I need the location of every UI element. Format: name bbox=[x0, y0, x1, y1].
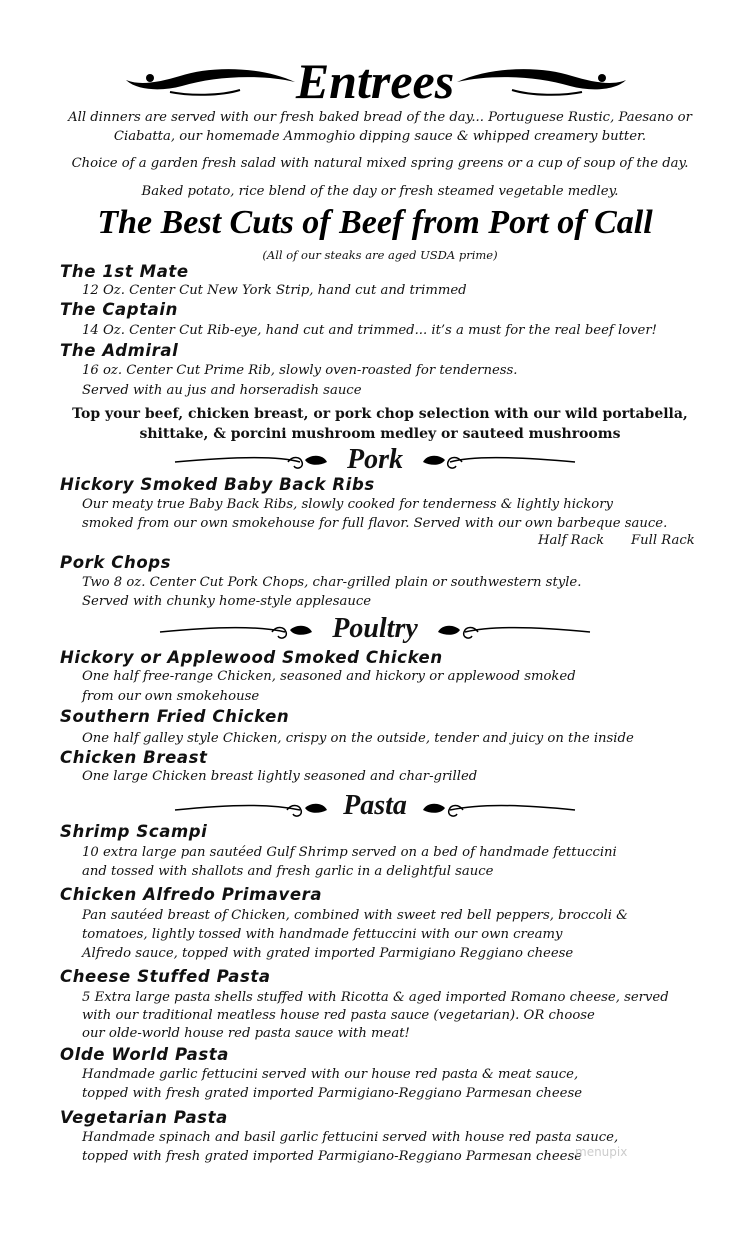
menu-item-captain: The Captain bbox=[60, 300, 179, 319]
menu-item-desc: Alfredo sauce, topped with grated imported Parmigiano Reggiano cheese bbox=[82, 946, 574, 961]
menu-item-smoked-chicken: Hickory or Applewood Smoked Chicken bbox=[60, 648, 443, 667]
menu-item-admiral: The Admiral bbox=[60, 341, 179, 360]
poultry-section-title: Poultry bbox=[332, 613, 418, 644]
menu-item-desc: with our traditional meatless house red pasta sauce (vegetarian). OR choose bbox=[82, 1008, 595, 1023]
page-title: Entrees bbox=[295, 53, 455, 109]
pork-section-title: Pork bbox=[347, 444, 403, 475]
menu-item-olde-world-pasta: Olde World Pasta bbox=[60, 1045, 230, 1064]
menu-item-desc: 16 oz. Center Cut Prime Rib, slowly oven-roasted for tenderness. bbox=[82, 363, 518, 378]
menu-item-desc: 14 Oz. Center Cut Rib-eye, hand cut and trimmed... it’s a must for the real beef lover! bbox=[82, 323, 657, 338]
menu-item-desc: topped with fresh grated imported Parmigiano-Reggiano Parmesan cheese bbox=[82, 1086, 583, 1101]
intro-bread: All dinners are served with our fresh baked bread of the day... Portuguese Rustic, Paesano or Ciabatta, our homemade Ammoghio dipping sauce & whipped creamery butter. bbox=[68, 110, 692, 144]
menu-item-desc: Handmade garlic fettucini served with our house red pasta & meat sauce, bbox=[82, 1067, 579, 1082]
menu-item-desc: topped with fresh grated imported Parmigiano-Reggiano Parmesan cheese bbox=[82, 1149, 583, 1164]
topping-note-line-1: Top your beef, chicken breast, or pork chop selection with our wild portabella, bbox=[72, 406, 688, 422]
menu-item-desc: 12 Oz. Center Cut New York Strip, hand cut and trimmed bbox=[82, 283, 467, 298]
menu-item-desc: smoked from our own smokehouse for full flavor. Served with our own barbeque sauce. bbox=[82, 516, 668, 531]
menu-item-1st-mate: The 1st Mate bbox=[60, 262, 189, 281]
beef-note: (All of our steaks are aged USDA prime) bbox=[262, 248, 498, 262]
pasta-section-title: Pasta bbox=[343, 790, 407, 821]
menu-item-pork-chops: Pork Chops bbox=[60, 553, 172, 572]
menu-item-desc: 10 extra large pan sautéed Gulf Shrimp served on a bed of handmade fettuccini bbox=[82, 845, 617, 860]
menu-item-desc: One half galley style Chicken, crispy on the outside, tender and juicy on the inside bbox=[82, 731, 634, 746]
menu-item-desc: from our own smokehouse bbox=[82, 689, 260, 704]
menu-item-shrimp-scampi: Shrimp Scampi bbox=[60, 822, 208, 841]
intro-sides: Baked potato, rice blend of the day or fresh steamed vegetable medley. bbox=[141, 184, 619, 199]
menu-item-desc: One large Chicken breast lightly seasoned and char-grilled bbox=[82, 769, 478, 784]
menu-item-desc: Served with au jus and horseradish sauce bbox=[82, 383, 362, 398]
menu-item-cheese-stuffed-pasta: Cheese Stuffed Pasta bbox=[60, 967, 271, 986]
menu-item-desc: Pan sautéed breast of Chicken, combined with sweet red bell peppers, broccoli & bbox=[82, 908, 628, 923]
menu-item-chicken-alfredo: Chicken Alfredo Primavera bbox=[60, 885, 323, 904]
menu-item-chicken-breast: Chicken Breast bbox=[60, 748, 208, 767]
menu-item-desc: our olde-world house red pasta sauce with meat! bbox=[82, 1026, 410, 1041]
menu-item-fried-chicken: Southern Fried Chicken bbox=[60, 707, 290, 726]
menu-item-desc: 5 Extra large pasta shells stuffed with Ricotta & aged imported Romano cheese, served bbox=[82, 990, 669, 1005]
menu-item-desc: One half free-range Chicken, seasoned and hickory or applewood smoked bbox=[82, 669, 576, 684]
price-label-full-rack: Full Rack bbox=[631, 533, 695, 548]
menu-item-desc: Two 8 oz. Center Cut Pork Chops, char-grilled plain or southwestern style. bbox=[82, 575, 582, 590]
watermark: menupix bbox=[575, 1145, 628, 1159]
menu-item-desc: tomatoes, lightly tossed with handmade fettuccini with our own creamy bbox=[82, 927, 563, 942]
menu-item-desc: Served with chunky home-style applesauce bbox=[82, 594, 372, 609]
topping-note-line-2: shittake, & porcini mushroom medley or sauteed mushrooms bbox=[139, 426, 621, 442]
beef-section-title: The Best Cuts of Beef from Port of Call bbox=[97, 204, 653, 241]
menu-item-desc: Our meaty true Baby Back Ribs, slowly cooked for tenderness & lightly hickory bbox=[82, 497, 614, 512]
price-label-half-rack: Half Rack bbox=[538, 533, 605, 548]
menu-item-baby-back-ribs: Hickory Smoked Baby Back Ribs bbox=[60, 475, 375, 494]
menu-item-desc: and tossed with shallots and fresh garlic in a delightful sauce bbox=[82, 864, 494, 879]
intro-salad: Choice of a garden fresh salad with natural mixed spring greens or a cup of soup of the day. bbox=[71, 156, 689, 171]
menu-item-desc: Handmade spinach and basil garlic fettucini served with house red pasta sauce, bbox=[82, 1130, 619, 1145]
menu-item-vegetarian-pasta: Vegetarian Pasta bbox=[60, 1108, 228, 1127]
